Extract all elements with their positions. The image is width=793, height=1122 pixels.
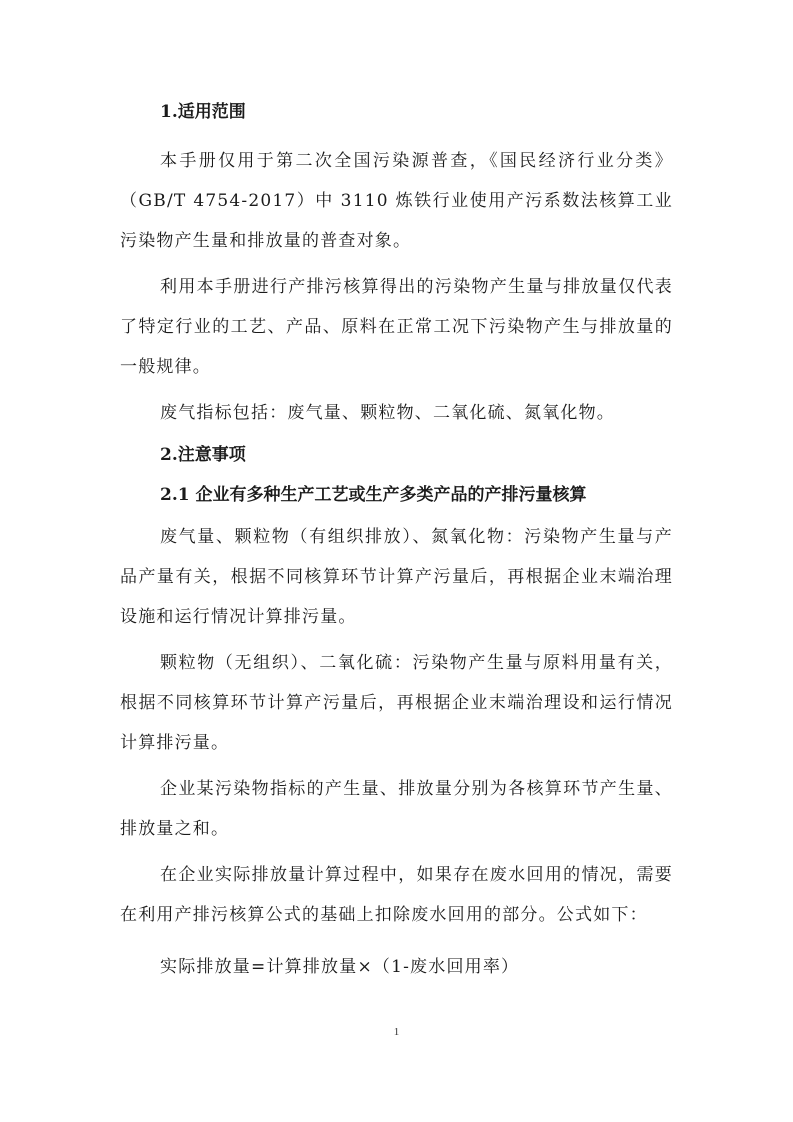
paragraph: 企业某污染物指标的产生量、排放量分别为各核算环节产生量、排放量之和。 [120,779,673,839]
page-number: 1 [393,1026,400,1038]
paragraph: 本手册仅用于第二次全国污染源普查，《国民经济行业分类》（GB/T 4754-2017）中 3110 炼铁行业使用产污系数法核算工业污染物产生量和排放量的普查对象。 [120,151,673,251]
page-content [120,100,673,987]
paragraph: 利用本手册进行产排污核算得出的污染物产生量与排放量仅代表了特定行业的工艺、产品、原料在正常工况下污染物产生与排放量的一般规律。 [120,277,673,377]
paragraph: 在企业实际排放量计算过程中，如果存在废水回用的情况，需要在利用产排污核算公式的基础上扣除废水回用的部分。公式如下： [120,865,673,925]
section-heading-notes: 2.注意事项 [160,445,246,465]
subsection-heading: 2.1 企业有多种生产工艺或生产多类产品的产排污量核算 [160,485,587,505]
paragraph: 颗粒物（无组织）、二氧化硫：污染物产生量与原料用量有关，根据不同核算环节计算产污量后，再根据企业末端治理设和运行情况计算排污量。 [120,653,673,753]
paragraph: 废气量、颗粒物（有组织排放）、氮氧化物：污染物产生量与产品产量有关，根据不同核算环节计算产污量后，再根据企业末端治理设施和运行情况计算排污量。 [120,527,673,627]
formula: 实际排放量=计算排放量×（1-废水回用率） [160,957,520,977]
paragraph: 废气指标包括：废气量、颗粒物、二氧化硫、氮氧化物。 [160,403,615,423]
section-heading-scope: 1.适用范围 [160,102,246,122]
